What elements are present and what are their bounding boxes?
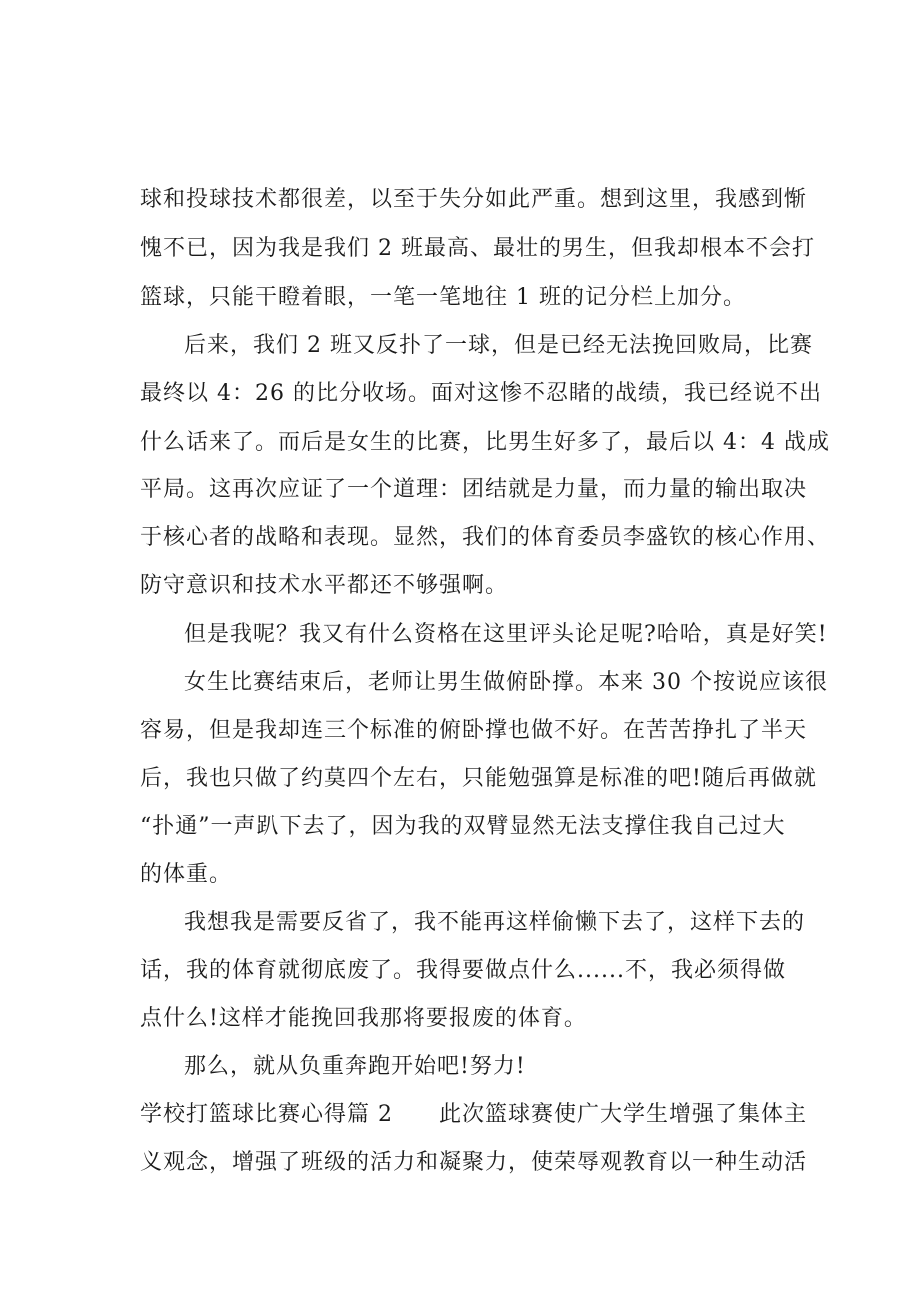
paragraph-line: 的体重。 xyxy=(140,862,233,887)
paragraph-line: 点什么!这样才能挽回我那将要报废的体育。 xyxy=(140,1006,587,1031)
paragraph-line: 义观念，增强了班级的活力和凝聚力，使荣辱观教育以一种生动活 xyxy=(140,1150,808,1175)
paragraph-line: 篮球，只能干瞪着眼，一笔一笔地往 1 班的记分栏上加分。 xyxy=(140,285,746,310)
paragraph-line: 什么话来了。而后是女生的比赛，比男生好多了，最后以 4：4 战成 xyxy=(140,430,830,455)
paragraph-line: 容易，但是我却连三个标准的俯卧撑也做不好。在苦苦挣扎了半天 xyxy=(140,718,808,743)
paragraph-line: “扑通”一声趴下去了，因为我的双臂显然无法支撑住我自己过大 xyxy=(140,814,786,839)
paragraph-line: 于核心者的战略和表现。显然，我们的体育委员李盛钦的核心作用、 xyxy=(140,525,831,550)
paragraph-line: 女生比赛结束后，老师让男生做俯卧撑。本来 30 个按说应该很 xyxy=(184,670,828,695)
paragraph-line: 平局。这再次应证了一个道理：团结就是力量，而力量的输出取决 xyxy=(140,477,808,502)
paragraph-line: 愧不已，因为我是我们 2 班最高、最壮的男生，但我却根本不会打 xyxy=(140,236,815,261)
paragraph-line: 我想我是需要反省了，我不能再这样偷懒下去了，这样下去的 xyxy=(184,910,806,935)
paragraph-line: 球和投球技术都很差，以至于失分如此严重。想到这里，我感到惭 xyxy=(140,187,808,212)
paragraph-line: 话，我的体育就彻底废了。我得要做点什么......不，我必须得做 xyxy=(140,958,786,983)
paragraph-line: 那么，就从负重奔跑开始吧!努力! xyxy=(184,1054,526,1079)
paragraph-line: 防守意识和技术水平都还不够强啊。 xyxy=(140,573,509,598)
paragraph-line: 但是我呢？我又有什么资格在这里评头论足呢?哈哈，真是好笑! xyxy=(184,622,828,647)
paragraph-line: 后，我也只做了约莫四个左右，只能勉强算是标准的吧!随后再做就 xyxy=(140,766,817,791)
paragraph-line: 最终以 4：26 的比分收场。面对这惨不忍睹的战绩，我已经说不出 xyxy=(140,381,822,406)
paragraph-line: 后来，我们 2 班又反扑了一球，但是已经无法挽回败局，比赛 xyxy=(184,333,813,358)
section-heading-line: 学校打篮球比赛心得篇 2 此次篮球赛使广大学生增强了集体主 xyxy=(140,1102,807,1127)
